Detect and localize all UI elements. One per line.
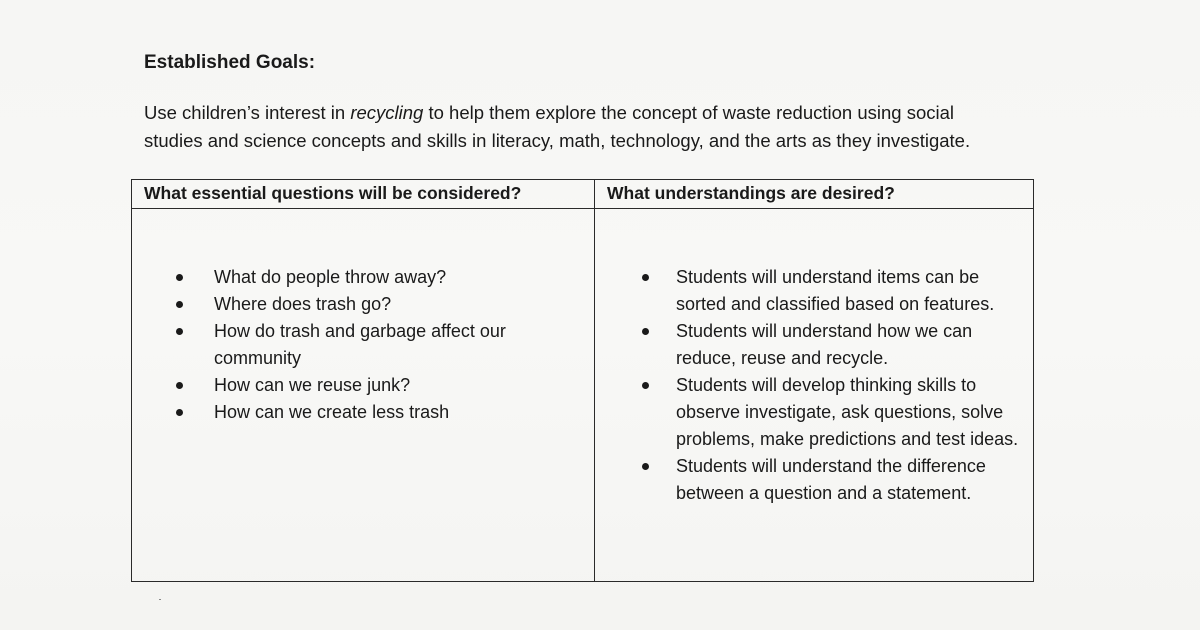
understanding-text: Students will understand the difference between a question and a statement.: [676, 456, 986, 503]
list-item: [595, 372, 1026, 453]
goals-paragraph-line-2: studies and science concepts and skills in literacy, math, technology, and the arts as they investigate.: [144, 130, 971, 151]
question-text: How do trash and garbage affect our community: [214, 321, 506, 368]
goals-text-before: Use children’s interest in: [144, 102, 351, 123]
essential-questions-list: [132, 209, 594, 426]
question-text: Where does trash go?: [214, 294, 392, 314]
goals-text-emphasis: recycling: [350, 102, 424, 123]
essential-questions-cell: [132, 209, 595, 582]
bullet-icon: [176, 274, 183, 281]
goals-table: [131, 179, 1034, 582]
understandings-cell: [595, 209, 1034, 582]
goals-paragraph-line-1: [144, 99, 1044, 127]
list-item: [132, 318, 554, 372]
bullet-icon: [176, 409, 183, 416]
understanding-text: Students will understand items can be sorted and classified based on features.: [676, 267, 995, 314]
bullet-icon: [642, 463, 649, 470]
table-header-row: [132, 180, 1034, 209]
list-item: [132, 372, 594, 399]
understanding-text: Students will understand how we can reduce, reuse and recycle.: [676, 321, 973, 368]
bullet-icon: [176, 301, 183, 308]
list-item: [132, 291, 594, 318]
list-item: [595, 453, 1026, 507]
section-heading: Established Goals:: [144, 52, 316, 73]
list-item: [132, 264, 594, 291]
table-body-row: [132, 209, 1034, 582]
question-text: How can we reuse junk?: [214, 375, 411, 395]
understandings-list: [595, 209, 1033, 507]
bullet-icon: [642, 382, 649, 389]
question-text: How can we create less trash: [214, 402, 450, 422]
essential-questions-header: What essential questions will be considered?: [132, 180, 595, 209]
question-text: What do people throw away?: [214, 267, 447, 287]
bullet-icon: [642, 328, 649, 335]
list-item: [595, 318, 1026, 372]
bullet-icon: [642, 274, 649, 281]
list-item: [595, 264, 1026, 318]
understandings-header: What understandings are desired?: [595, 180, 1034, 209]
list-item: [132, 399, 594, 426]
bullet-icon: [176, 328, 183, 335]
understanding-text: Students will develop thinking skills to observe investigate, ask questions, solve problems, make predictions and test ideas.: [676, 375, 1019, 449]
goals-paragraph: [144, 99, 1044, 155]
scan-speck: [159, 599, 161, 600]
bullet-icon: [176, 382, 183, 389]
goals-text-after: to help them explore the concept of waste reduction using social: [423, 102, 954, 123]
